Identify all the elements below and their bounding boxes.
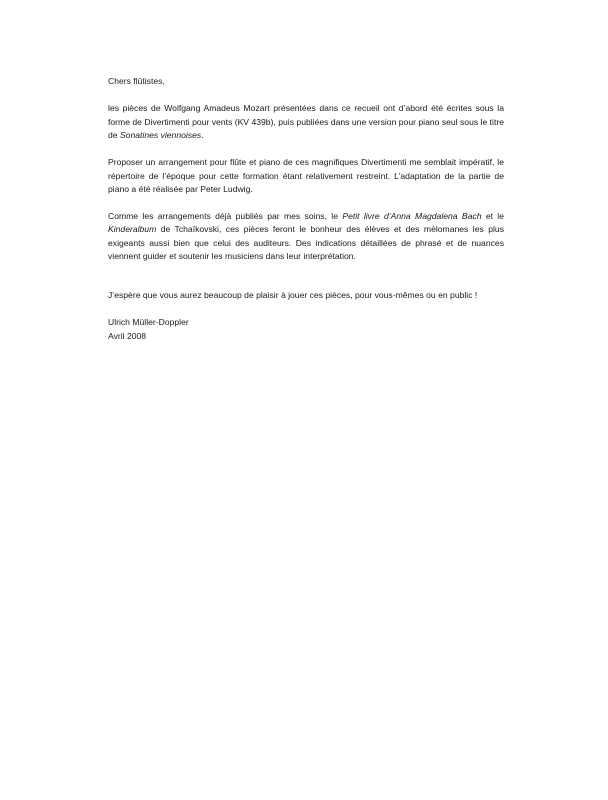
paragraph-text: . xyxy=(201,130,204,141)
work-title: Sonatines viennoises xyxy=(119,130,202,141)
signature-name: Ulrich Müller-Doppler xyxy=(108,317,189,328)
work-title: Petit livre d’Anna Magdalena Bach xyxy=(342,210,482,221)
letter-body xyxy=(108,75,504,343)
paragraph-text: de Tchaïkovski, ces pièces feront le bonheur des élèves et des mélomanes les plus exigeants aussi bien que celui des auditeurs. Des indications détaillées de phrasé et de nuances viennent guider et soutenir les musiciens dans leur interprétation. xyxy=(108,224,504,262)
letter-paragraph-1 xyxy=(108,102,504,142)
letter-salutation: Chers flûtistes, xyxy=(108,76,165,86)
work-title: Kinderalbum xyxy=(108,224,157,235)
paragraph-text: Comme les arrangements déjà publiés par mes soins, le xyxy=(108,210,343,221)
paragraph-text: les pièces de Wolfgang Amadeus Mozart présentées dans ce recueil ont d’abord été écrites sous la forme de Divertimenti pour vents (KV 439b), puis publiées dans une version pour piano seul sous le titre de xyxy=(108,103,504,141)
signature-date: Avril 2008 xyxy=(108,330,147,341)
letter-paragraph-4: J’espère que vous aurez beaucoup de plaisir à jouer ces pièces, pour vous-mêmes ou en public ! xyxy=(108,290,478,301)
letter-paragraph-2: Proposer un arrangement pour flûte et piano de ces magnifiques Divertimenti me semblait impératif, le répertoire de l’époque pour cette formation étant relativement restreint. L’adaptation de la partie de piano a été réalisée par Peter Ludwig. xyxy=(108,157,504,194)
paragraph-text: et le xyxy=(481,210,504,221)
letter-paragraph-3 xyxy=(108,210,504,264)
